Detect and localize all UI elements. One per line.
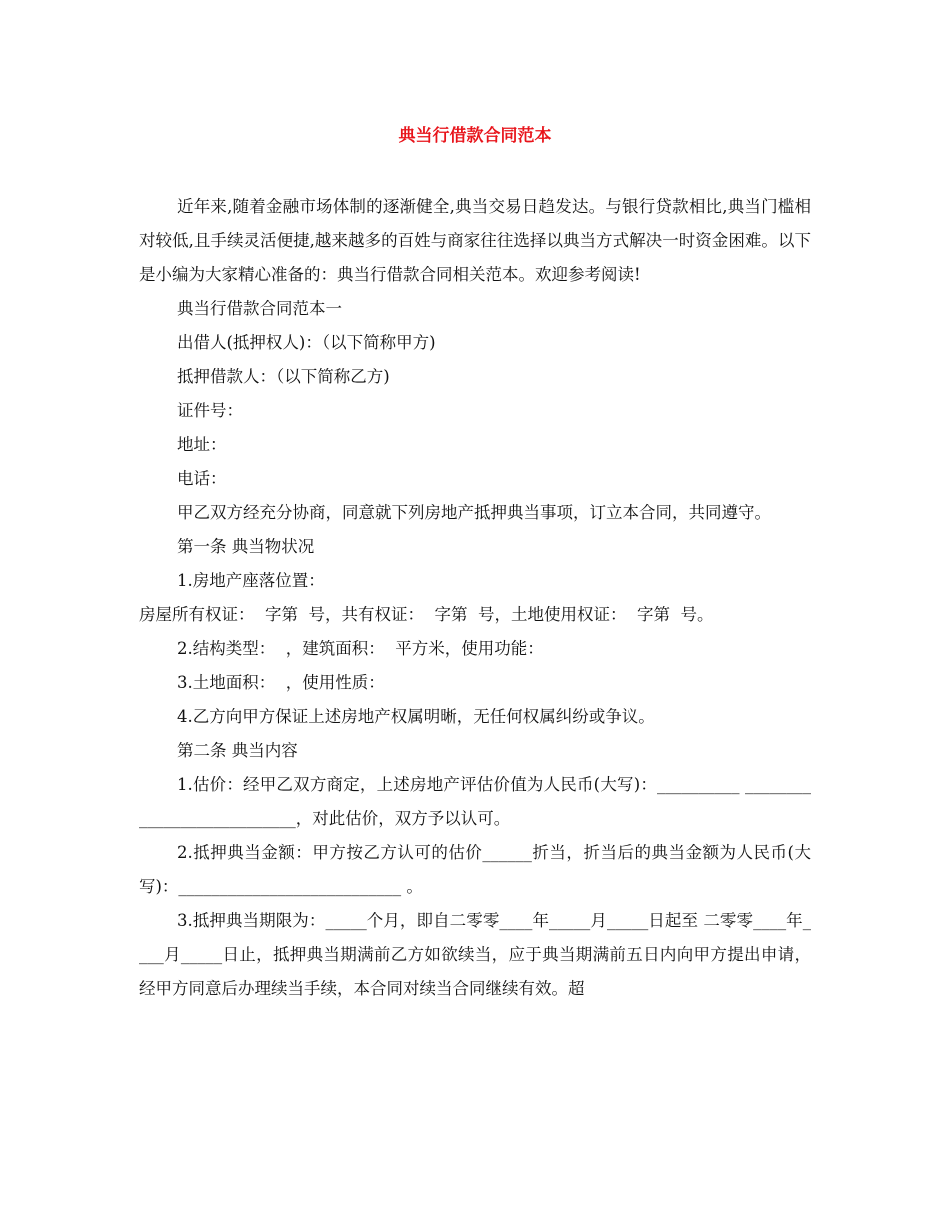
document-body xyxy=(139,190,811,1006)
document-title: 典当行借款合同范本 xyxy=(398,126,552,146)
lender-line: 出借人(抵押权人)：（以下简称甲方) xyxy=(177,333,436,352)
intro-paragraph: 近年来,随着金融市场体制的逐渐健全,典当交易日趋发达。与银行贷款相比,典当门槛相对较低,且手续灵活便捷,越来越多的百姓与商家往往选择以典当方式解决一时资金困难。以下是小编为大家精心准备的：典当行借款合同相关范本。欢迎参考阅读! xyxy=(139,197,811,284)
address-line: 地址： xyxy=(177,435,227,454)
article1-item4: 4.乙方向甲方保证上述房地产权属明晰，无任何权属纠纷或争议。 xyxy=(177,707,655,726)
article1-item3: 3.土地面积： ，使用性质： xyxy=(177,673,385,692)
article2-heading: 第二条 典当内容 xyxy=(177,741,298,760)
article2-item2: 2.抵押典当金额：甲方按乙方认可的估价______折当，折当后的典当金额为人民币(大写)：___________________________ 。 xyxy=(139,843,811,896)
borrower-line: 抵押借款人：（以下简称乙方) xyxy=(177,367,390,386)
article1-item2: 2.结构类型： ，建筑面积： 平方米，使用功能： xyxy=(177,639,544,658)
sample-heading: 典当行借款合同范本一 xyxy=(177,299,342,318)
phone-line: 电话： xyxy=(177,469,227,488)
article2-item3: 3.抵押典当期限为：_____个月，即自二零零____年_____月_____日起至 二零零____年____月_____日止，抵押典当期满前乙方如欲续当，应于典当期满前五日内向甲方提出申请，经甲方同意后办理续当手续，本合同对续当合同继续有效。超 xyxy=(139,911,811,998)
id-number-line: 证件号： xyxy=(177,401,243,420)
article1-heading: 第一条 典当物状况 xyxy=(177,537,315,556)
article2-item1: 1.估价：经甲乙双方商定，上述房地产评估价值为人民币(大写)：__________ ___________________________，对此估价，双方予以认可。 xyxy=(139,775,811,828)
article1-item1: 1.房地产座落位置： xyxy=(177,571,325,590)
agreement-intro-paragraph: 甲乙双方经充分协商，同意就下列房地产抵押典当事项，订立本合同，共同遵守。 xyxy=(177,503,771,522)
article1-certificates: 房屋所有权证： 字第 号，共有权证： 字第 号，土地使用权证： 字第 号。 xyxy=(139,605,714,624)
